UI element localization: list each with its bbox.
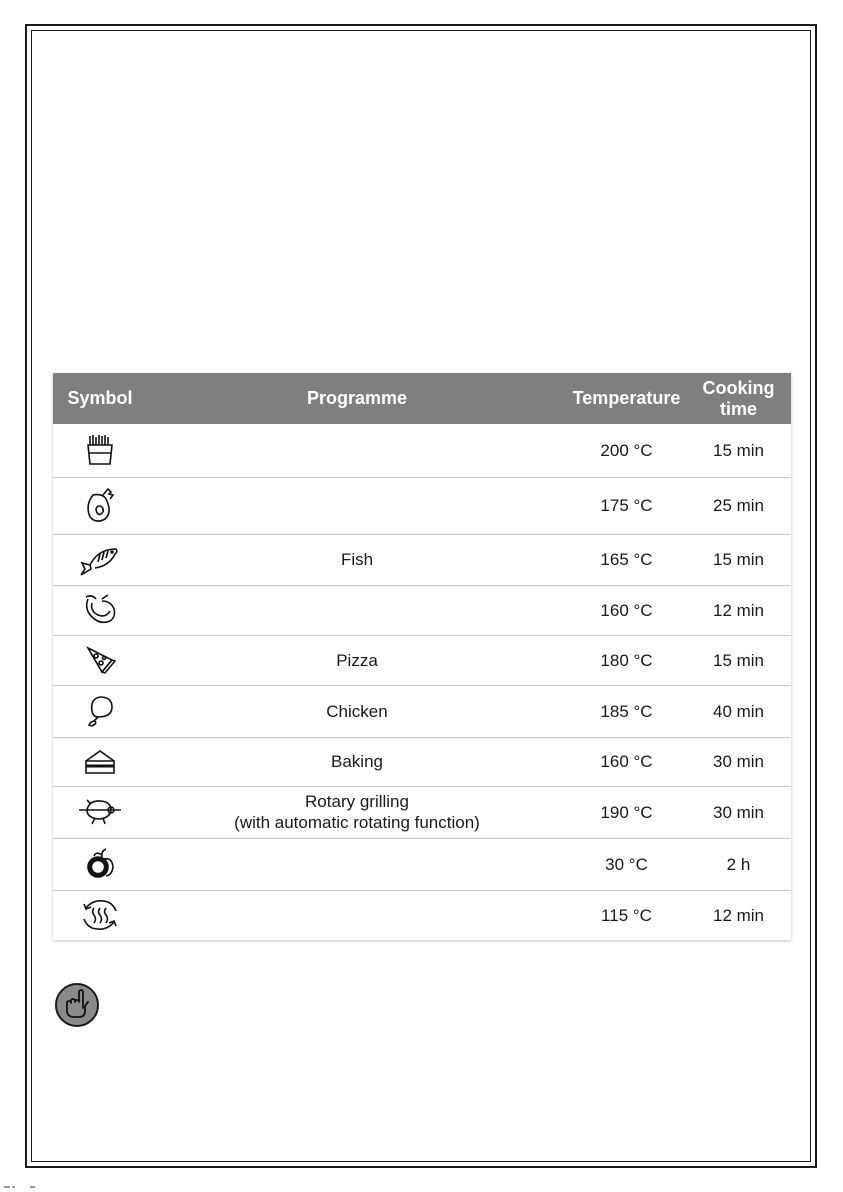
- header-cooking-time: [686, 373, 791, 424]
- temperature-cell: 190 °C: [567, 786, 686, 838]
- symbol-cell: [53, 635, 147, 685]
- chicken-leg-icon: [84, 693, 116, 729]
- table-row: [53, 585, 791, 635]
- symbol-cell: [53, 424, 147, 477]
- programme-cell: Chicken: [147, 685, 567, 737]
- fruit-dehydrate-icon: [84, 847, 116, 881]
- fish-icon: [78, 543, 122, 577]
- rotisserie-icon: [77, 796, 123, 828]
- temperature-cell: 160 °C: [567, 737, 686, 786]
- symbol-cell: [53, 737, 147, 786]
- pointing-hand-icon: [54, 982, 100, 1028]
- time-cell: 40 min: [686, 685, 791, 737]
- programme-cell: [147, 477, 567, 534]
- symbol-cell: [53, 786, 147, 838]
- header-cooking-time-line1: Cooking: [702, 377, 775, 398]
- pizza-icon: [84, 644, 116, 676]
- table-row: [53, 635, 791, 685]
- time-cell: 30 min: [686, 737, 791, 786]
- header-programme: Programme: [147, 373, 567, 424]
- programme-cell: Fish: [147, 534, 567, 585]
- cake-icon: [83, 747, 117, 777]
- time-cell: 25 min: [686, 477, 791, 534]
- symbol-cell: [53, 585, 147, 635]
- programme-cell: [147, 890, 567, 940]
- shrimp-icon: [82, 593, 118, 627]
- table-header-row: [53, 373, 791, 424]
- temperature-cell: 115 °C: [601, 905, 652, 925]
- programme-cell: Pizza: [147, 635, 567, 685]
- meat-icon: [83, 487, 117, 525]
- time-cell: 15 min: [686, 635, 791, 685]
- time-cell: 12 min: [686, 585, 791, 635]
- programme-text: Rotary grilling: [305, 792, 409, 811]
- table-row: [53, 685, 791, 737]
- programme-cell: [147, 838, 567, 890]
- symbol-cell: [53, 477, 147, 534]
- french-fries-icon: [85, 434, 115, 466]
- programme-subtext: (with automatic rotating function): [234, 813, 480, 832]
- symbol-cell: [53, 890, 147, 940]
- table-row: [53, 890, 791, 940]
- header-symbol: Symbol: [53, 373, 147, 424]
- programme-cell: [147, 424, 567, 477]
- temperature-cell: 160 °C: [567, 585, 686, 635]
- table-row: [53, 424, 791, 477]
- table-row: [53, 534, 791, 585]
- programme-cell: [147, 585, 567, 635]
- symbol-cell: [53, 838, 147, 890]
- time-cell: 2 h: [686, 838, 791, 890]
- programme-cell: Baking: [147, 737, 567, 786]
- symbol-cell: [53, 534, 147, 585]
- temperature-cell: 200 °C: [567, 424, 686, 477]
- table-row: [53, 786, 791, 838]
- temperature-cell: 180 °C: [567, 635, 686, 685]
- header-cooking-time-line2: time: [719, 398, 757, 419]
- scan-marks: [2, 1186, 62, 1192]
- temperature-cell: 30 °C: [567, 838, 686, 890]
- table-row: [53, 737, 791, 786]
- temperature-cell: 175 °C: [567, 477, 686, 534]
- time-cell: 15 min: [686, 534, 791, 585]
- table-row: [53, 477, 791, 534]
- programme-cell: [147, 786, 567, 838]
- symbol-cell: [53, 685, 147, 737]
- programme-table: [53, 373, 791, 940]
- temperature-cell: 165 °C: [567, 534, 686, 585]
- time-cell: 12 min: [712, 905, 765, 925]
- table-row: [53, 838, 791, 890]
- header-temperature: Temperature: [567, 373, 686, 424]
- time-cell: 15 min: [686, 424, 791, 477]
- reheat-icon: [80, 898, 120, 932]
- temperature-cell: 185 °C: [567, 685, 686, 737]
- time-cell: 30 min: [686, 786, 791, 838]
